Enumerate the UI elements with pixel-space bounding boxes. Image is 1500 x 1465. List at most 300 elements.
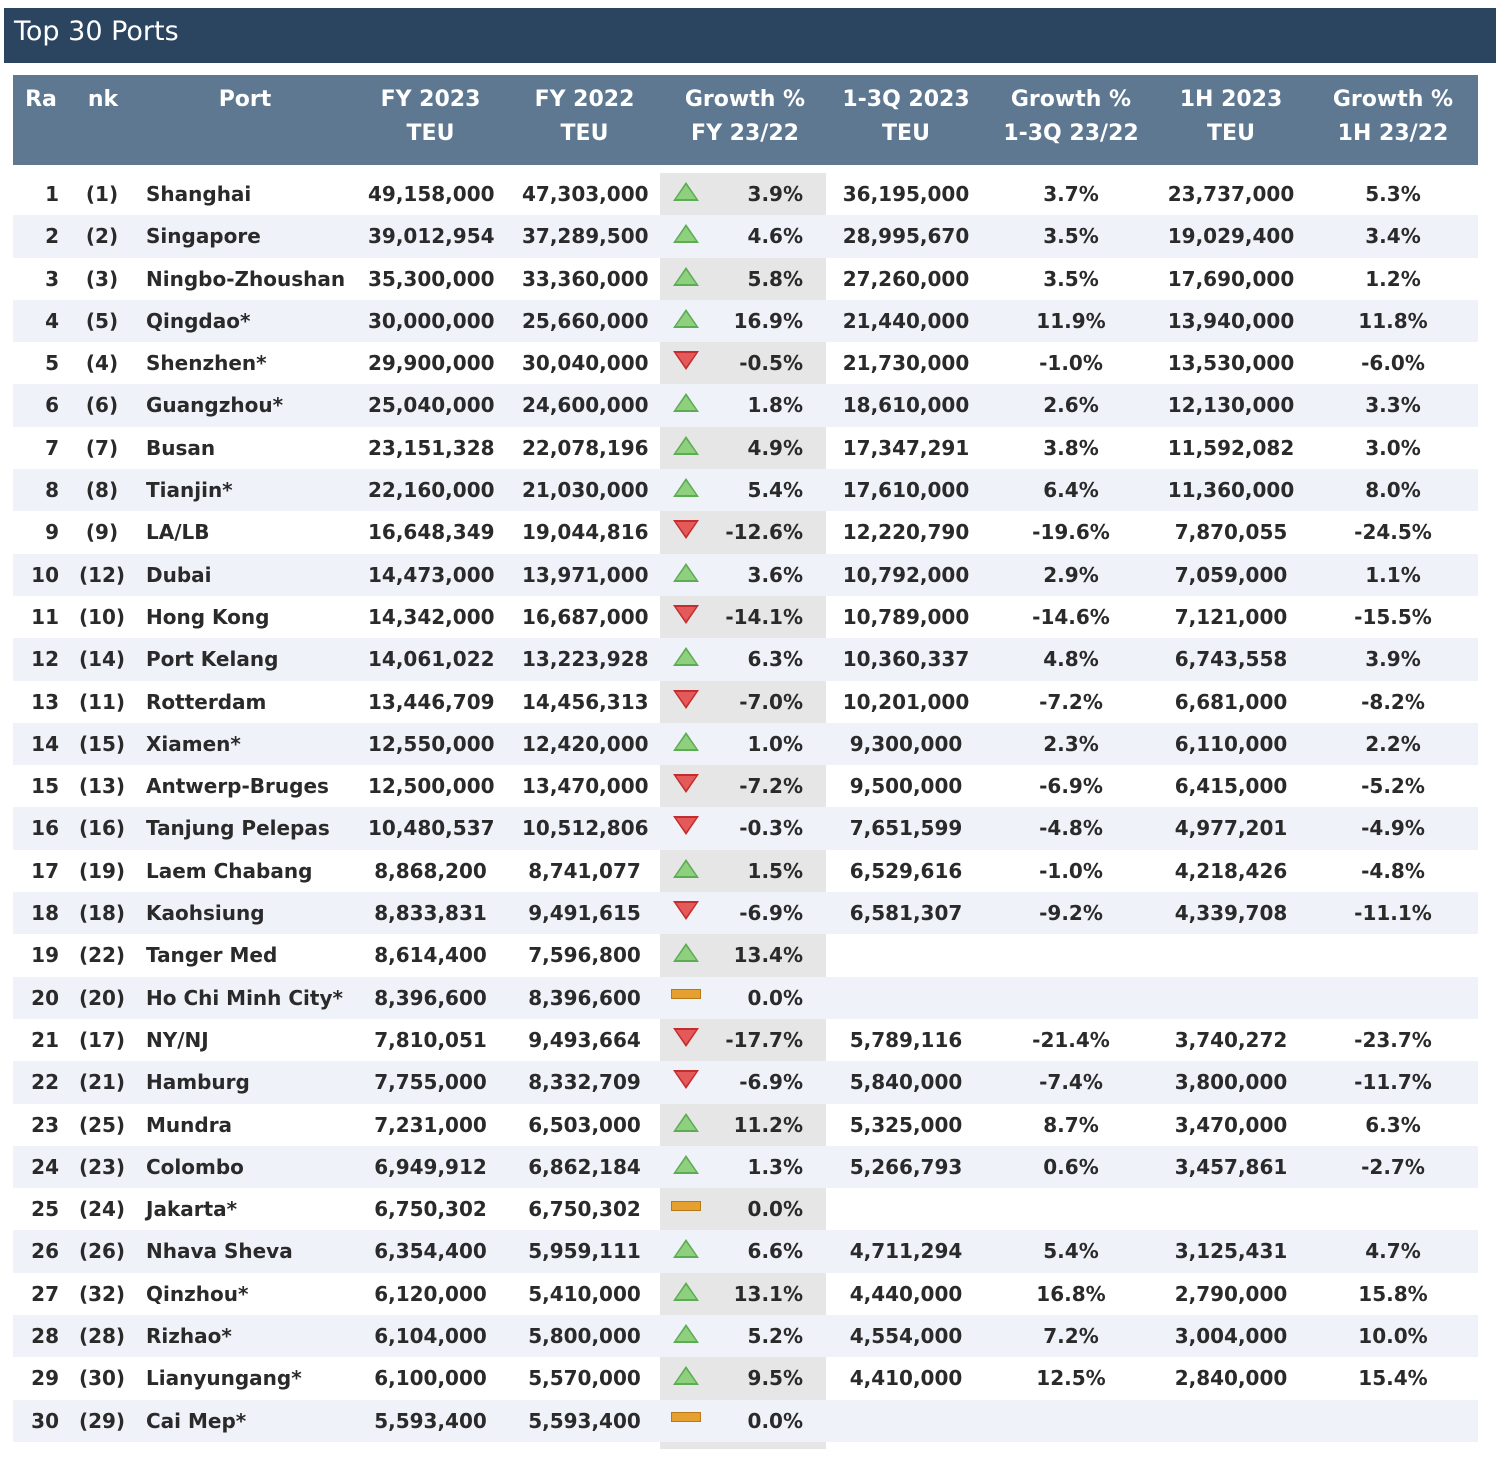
growth-q-cell: -21.4% <box>1032 1027 1110 1052</box>
port-name-cell: Shanghai <box>146 182 252 206</box>
growth-q-cell: 7.2% <box>1043 1324 1099 1349</box>
fy2023-teu-cell: 6,750,302 <box>374 1197 487 1222</box>
port-name-cell: Colombo <box>146 1154 244 1179</box>
growth-q-cell: 3.7% <box>1043 182 1099 206</box>
fy2022-teu-cell: 6,750,302 <box>528 1197 641 1222</box>
table-row <box>13 723 1478 765</box>
growth-q-cell: 11.9% <box>1036 308 1106 333</box>
h2023-teu-cell: 6,743,558 <box>1174 647 1288 672</box>
fy2023-teu-cell: 35,300,000 <box>368 266 495 291</box>
previous-rank-cell: (30) <box>78 1366 126 1391</box>
fy2023-teu-cell: 22,160,000 <box>368 478 495 503</box>
fy2022-teu-cell: 30,040,000 <box>522 351 649 376</box>
fy2023-teu-cell: 25,040,000 <box>368 393 495 418</box>
fy2023-teu-cell: 6,100,000 <box>374 1366 487 1391</box>
table-row <box>13 554 1478 596</box>
triangle-down-icon <box>669 1019 703 1061</box>
q2023-teu-cell: 21,730,000 <box>842 351 970 376</box>
q2023-teu-cell: 10,201,000 <box>842 689 970 714</box>
triangle-down-icon <box>669 596 703 638</box>
table-row <box>13 1019 1478 1061</box>
fy2023-teu-cell: 5,593,400 <box>374 1408 487 1433</box>
rank-cell: 10 <box>31 562 59 587</box>
port-name-cell: Nhava Sheva <box>146 1239 293 1264</box>
growth-fy-cell: 5.4% <box>747 478 803 503</box>
fy2022-teu-cell: 33,360,000 <box>522 266 649 291</box>
growth-fy-cell: -17.7% <box>725 1027 803 1052</box>
previous-rank-cell: (9) <box>85 520 119 545</box>
table-row <box>13 511 1478 553</box>
growth-fy-cell: 3.6% <box>747 562 803 587</box>
fy2022-teu-cell: 10,512,806 <box>522 816 649 841</box>
growth-fy-cell: 1.0% <box>747 731 803 756</box>
fy2023-teu-cell: 8,614,400 <box>374 943 487 968</box>
header-rank-b <box>81 83 125 117</box>
previous-rank-cell: (26) <box>78 1239 126 1264</box>
table-row <box>13 1104 1478 1146</box>
rank-cell: 24 <box>31 1154 59 1179</box>
growth-q-cell: -1.0% <box>1039 351 1103 376</box>
triangle-down-icon <box>669 342 703 384</box>
header-line: Growth % <box>1332 87 1454 112</box>
table-row <box>13 1315 1478 1357</box>
growth-q-cell: 3.5% <box>1043 266 1099 291</box>
growth-h-cell: -8.2% <box>1361 689 1425 714</box>
port-name-cell: Port Kelang <box>146 647 279 672</box>
fy2022-teu-cell: 6,862,184 <box>528 1154 641 1179</box>
port-name-cell: LA/LB <box>146 520 210 545</box>
q2023-teu-cell: 9,500,000 <box>849 774 963 799</box>
previous-rank-cell: (10) <box>78 604 126 629</box>
triangle-up-icon <box>669 258 703 300</box>
header-line: Ra <box>25 87 57 112</box>
growth-fy-cell: 9.5% <box>747 1366 803 1391</box>
port-name-cell: Singapore <box>146 224 261 249</box>
rank-cell: 19 <box>31 943 59 968</box>
growth-fy-cell: 13.4% <box>733 943 803 968</box>
port-name-cell: Hong Kong <box>146 604 270 629</box>
triangle-up-icon <box>669 1230 703 1272</box>
growth-h-cell: -23.7% <box>1354 1027 1432 1052</box>
triangle-up-icon <box>669 1146 703 1188</box>
q2023-teu-cell: 27,260,000 <box>842 266 970 291</box>
growth-h-cell: -24.5% <box>1354 520 1432 545</box>
fy2022-teu-cell: 12,420,000 <box>522 731 649 756</box>
h2023-teu-cell: 6,681,000 <box>1174 689 1288 714</box>
table-row <box>13 469 1478 511</box>
growth-fy-cell: -14.1% <box>725 604 803 629</box>
growth-h-cell: 15.4% <box>1358 1366 1428 1391</box>
rank-cell: 18 <box>31 901 59 926</box>
previous-rank-cell: (3) <box>85 266 119 291</box>
page-title: Top 30 Ports <box>4 8 1496 63</box>
h2023-teu-cell: 3,457,861 <box>1174 1154 1288 1179</box>
dash-icon <box>669 1188 703 1230</box>
h2023-teu-cell: 3,740,272 <box>1174 1027 1288 1052</box>
port-name-cell: Hamburg <box>146 1070 250 1095</box>
fy2023-teu-cell: 49,158,000 <box>368 182 495 206</box>
rank-cell: 26 <box>31 1239 59 1264</box>
growth-h-cell: -6.0% <box>1361 351 1425 376</box>
growth-fy-cell: 1.8% <box>747 393 803 418</box>
fy2022-teu-cell: 19,044,816 <box>522 520 649 545</box>
growth-q-cell: 0.6% <box>1043 1154 1099 1179</box>
triangle-up-icon <box>669 384 703 426</box>
q2023-teu-cell: 17,347,291 <box>842 435 970 460</box>
previous-rank-cell: (29) <box>78 1408 126 1433</box>
fy2023-teu-cell: 8,396,600 <box>374 985 487 1010</box>
port-name-cell: Tanjung Pelepas <box>146 816 330 841</box>
h2023-teu-cell: 6,110,000 <box>1174 731 1288 756</box>
port-name-cell: Qinzhou* <box>146 1281 249 1306</box>
table-row <box>13 934 1478 976</box>
previous-rank-cell: (5) <box>85 308 119 333</box>
growth-h-cell: 4.7% <box>1365 1239 1421 1264</box>
growth-h-cell: 5.3% <box>1365 182 1421 206</box>
rank-cell: 3 <box>45 266 59 291</box>
dash-icon <box>669 1400 703 1442</box>
fy2023-teu-cell: 14,061,022 <box>368 647 495 672</box>
ports-table <box>13 75 1478 1442</box>
growth-fy-cell: 1.5% <box>747 858 803 883</box>
growth-h-cell: 2.2% <box>1365 731 1421 756</box>
rank-cell: 6 <box>45 393 59 418</box>
growth-fy-cell: 5.2% <box>747 1324 803 1349</box>
triangle-up-icon <box>669 1315 703 1357</box>
previous-rank-cell: (20) <box>78 985 126 1010</box>
q2023-teu-cell: 4,410,000 <box>849 1366 963 1391</box>
q2023-teu-cell: 5,325,000 <box>849 1112 963 1137</box>
table-header <box>13 75 1478 165</box>
rank-cell: 27 <box>31 1281 59 1306</box>
table-row <box>13 1230 1478 1272</box>
growth-fy-cell: 3.9% <box>747 182 803 206</box>
fy2022-teu-cell: 47,303,000 <box>522 182 649 206</box>
triangle-up-icon <box>669 469 703 511</box>
rank-cell: 21 <box>31 1027 59 1052</box>
growth-h-cell: -11.1% <box>1354 901 1432 926</box>
triangle-up-icon <box>669 723 703 765</box>
rank-cell: 5 <box>45 351 59 376</box>
growth-h-cell: 10.0% <box>1358 1324 1428 1349</box>
triangle-down-icon <box>669 807 703 849</box>
rank-cell: 23 <box>31 1112 59 1137</box>
port-name-cell: Tianjin* <box>146 478 233 503</box>
port-name-cell: Dubai <box>146 562 212 587</box>
previous-rank-cell: (18) <box>78 901 126 926</box>
previous-rank-cell: (12) <box>78 562 126 587</box>
port-name-cell: Kaohsiung <box>146 901 265 926</box>
growth-q-cell: 2.9% <box>1043 562 1099 587</box>
fy2022-teu-cell: 21,030,000 <box>522 478 649 503</box>
previous-rank-cell: (16) <box>78 816 126 841</box>
port-name-cell: Shenzhen* <box>146 351 267 376</box>
growth-h-cell: -5.2% <box>1361 774 1425 799</box>
previous-rank-cell: (23) <box>78 1154 126 1179</box>
fy2023-teu-cell: 14,473,000 <box>368 562 495 587</box>
previous-rank-cell: (19) <box>78 858 126 883</box>
h2023-teu-cell: 17,690,000 <box>1167 266 1295 291</box>
table-row <box>13 1188 1478 1230</box>
table-row <box>13 427 1478 469</box>
header-line: Growth % <box>684 87 806 112</box>
table-row <box>13 1400 1478 1442</box>
table-row <box>13 892 1478 934</box>
triangle-up-icon <box>669 934 703 976</box>
fy2022-teu-cell: 8,332,709 <box>528 1070 641 1095</box>
table-row <box>13 258 1478 300</box>
growth-q-cell: -7.4% <box>1039 1070 1103 1095</box>
port-name-cell: Tanger Med <box>146 943 278 968</box>
h2023-teu-cell: 3,800,000 <box>1174 1070 1288 1095</box>
rank-cell: 11 <box>31 604 59 629</box>
table-row <box>13 850 1478 892</box>
triangle-down-icon <box>669 511 703 553</box>
port-name-cell: Rotterdam <box>146 689 267 714</box>
growth-q-cell: 3.5% <box>1043 224 1099 249</box>
growth-fy-cell: 11.2% <box>733 1112 803 1137</box>
growth-fy-cell: -7.2% <box>739 774 803 799</box>
port-name-cell: NY/NJ <box>146 1027 209 1052</box>
h2023-teu-cell: 3,470,000 <box>1174 1112 1288 1137</box>
triangle-up-icon <box>669 554 703 596</box>
growth-q-cell: 16.8% <box>1036 1281 1106 1306</box>
previous-rank-cell: (32) <box>78 1281 126 1306</box>
rank-cell: 8 <box>45 478 59 503</box>
growth-h-cell: 3.3% <box>1365 393 1421 418</box>
h2023-teu-cell: 3,004,000 <box>1174 1324 1288 1349</box>
growth-q-cell: -1.0% <box>1039 858 1103 883</box>
growth-fy-cell: 13.1% <box>733 1281 803 1306</box>
header-line: TEU <box>1207 121 1255 146</box>
growth-fy-cell: 0.0% <box>747 1197 803 1222</box>
header-line: 1H 2023 <box>1179 87 1283 112</box>
growth-fy-cell: 6.6% <box>747 1239 803 1264</box>
previous-rank-cell: (17) <box>78 1027 126 1052</box>
previous-rank-cell: (2) <box>85 224 119 249</box>
rank-cell: 16 <box>31 816 59 841</box>
fy2022-teu-cell: 8,741,077 <box>528 858 641 883</box>
header-port <box>203 83 287 117</box>
rank-cell: 4 <box>45 308 59 333</box>
growth-q-cell: 8.7% <box>1043 1112 1099 1137</box>
fy2023-teu-cell: 23,151,328 <box>368 435 495 460</box>
h2023-teu-cell: 7,059,000 <box>1174 562 1288 587</box>
previous-rank-cell: (28) <box>78 1324 126 1349</box>
q2023-teu-cell: 6,529,616 <box>849 858 963 883</box>
fy2023-teu-cell: 29,900,000 <box>368 351 495 376</box>
fy2022-teu-cell: 9,491,615 <box>528 901 641 926</box>
table-row <box>13 342 1478 384</box>
fy2022-teu-cell: 24,600,000 <box>522 393 649 418</box>
growth-fy-cell: 6.3% <box>747 647 803 672</box>
growth-q-cell: -6.9% <box>1039 774 1103 799</box>
fy2022-teu-cell: 14,456,313 <box>522 689 649 714</box>
growth-h-cell: 8.0% <box>1365 478 1421 503</box>
h2023-teu-cell: 11,592,082 <box>1167 435 1295 460</box>
q2023-teu-cell: 10,360,337 <box>842 647 970 672</box>
fy2023-teu-cell: 7,810,051 <box>374 1027 487 1052</box>
table-body <box>13 173 1478 1442</box>
growth-h-cell: -4.8% <box>1361 858 1425 883</box>
h2023-teu-cell: 4,218,426 <box>1174 858 1288 883</box>
header-line: TEU <box>560 121 609 146</box>
h2023-teu-cell: 2,790,000 <box>1174 1281 1288 1306</box>
fy2023-teu-cell: 10,480,537 <box>368 816 495 841</box>
fy2022-teu-cell: 7,596,800 <box>528 943 641 968</box>
h2023-teu-cell: 2,840,000 <box>1174 1366 1288 1391</box>
rank-cell: 20 <box>31 985 59 1010</box>
growth-h-cell: 3.4% <box>1365 224 1421 249</box>
fy2022-teu-cell: 5,593,400 <box>528 1408 641 1433</box>
previous-rank-cell: (6) <box>85 393 119 418</box>
header-line: TEU <box>406 121 455 146</box>
header-fy22 <box>522 83 647 151</box>
table-row <box>13 807 1478 849</box>
fy2022-teu-cell: 25,660,000 <box>522 308 649 333</box>
fy2022-teu-cell: 8,396,600 <box>528 985 641 1010</box>
q2023-teu-cell: 5,789,116 <box>849 1027 963 1052</box>
fy2023-teu-cell: 16,648,349 <box>368 520 495 545</box>
growth-fy-cell: -7.0% <box>739 689 803 714</box>
q2023-teu-cell: 12,220,790 <box>842 520 970 545</box>
h2023-teu-cell: 11,360,000 <box>1167 478 1295 503</box>
h2023-teu-cell: 23,737,000 <box>1167 182 1295 206</box>
h2023-teu-cell: 7,121,000 <box>1174 604 1288 629</box>
rank-cell: 15 <box>31 774 59 799</box>
header-line: Growth % <box>1010 87 1132 112</box>
growth-h-cell: -2.7% <box>1361 1154 1425 1179</box>
growth-q-cell: 2.6% <box>1043 393 1099 418</box>
rank-cell: 25 <box>31 1197 59 1222</box>
table-row <box>13 977 1478 1019</box>
growth-h-cell: -4.9% <box>1361 816 1425 841</box>
table-row <box>13 1061 1478 1103</box>
fy2023-teu-cell: 12,550,000 <box>368 731 495 756</box>
table-row <box>13 1357 1478 1399</box>
q2023-teu-cell: 21,440,000 <box>842 308 970 333</box>
previous-rank-cell: (7) <box>85 435 119 460</box>
rank-cell: 28 <box>31 1324 59 1349</box>
fy2023-teu-cell: 39,012,954 <box>368 224 495 249</box>
h2023-teu-cell: 4,977,201 <box>1174 816 1288 841</box>
fy2022-teu-cell: 13,971,000 <box>522 562 649 587</box>
triangle-up-icon <box>669 850 703 892</box>
header-growth-q <box>991 83 1151 151</box>
previous-rank-cell: (15) <box>78 731 126 756</box>
growth-fy-cell: 5.8% <box>747 266 803 291</box>
growth-q-cell: -14.6% <box>1032 604 1110 629</box>
growth-h-cell: -11.7% <box>1354 1070 1432 1095</box>
q2023-teu-cell: 28,995,670 <box>842 224 970 249</box>
fy2023-teu-cell: 6,354,400 <box>374 1239 487 1264</box>
table-row <box>13 765 1478 807</box>
port-name-cell: Laem Chabang <box>146 858 313 883</box>
port-name-cell: Xiamen* <box>146 731 241 756</box>
h2023-teu-cell: 13,530,000 <box>1167 351 1295 376</box>
fy2022-teu-cell: 5,959,111 <box>528 1239 641 1264</box>
growth-q-cell: 2.3% <box>1043 731 1099 756</box>
header-rank-a <box>21 83 61 117</box>
table-row <box>13 1273 1478 1315</box>
growth-q-cell: -7.2% <box>1039 689 1103 714</box>
triangle-up-icon <box>669 1357 703 1399</box>
previous-rank-cell: (13) <box>78 774 126 799</box>
fy2022-teu-cell: 37,289,500 <box>522 224 649 249</box>
growth-q-cell: -4.8% <box>1039 816 1103 841</box>
fy2022-teu-cell: 22,078,196 <box>522 435 649 460</box>
table-row <box>13 300 1478 342</box>
growth-h-cell: 3.9% <box>1365 647 1421 672</box>
h2023-teu-cell: 13,940,000 <box>1167 308 1295 333</box>
fy2022-teu-cell: 9,493,664 <box>528 1027 641 1052</box>
previous-rank-cell: (21) <box>78 1070 126 1095</box>
triangle-up-icon <box>669 215 703 257</box>
port-name-cell: Antwerp-Bruges <box>146 774 329 799</box>
growth-h-cell: 1.1% <box>1365 562 1421 587</box>
q2023-teu-cell: 9,300,000 <box>849 731 963 756</box>
growth-fy-cell: -6.9% <box>739 901 803 926</box>
rank-cell: 7 <box>45 435 59 460</box>
growth-h-cell: 1.2% <box>1365 266 1421 291</box>
growth-fy-cell: 4.9% <box>747 435 803 460</box>
q2023-teu-cell: 4,554,000 <box>849 1324 963 1349</box>
fy2023-teu-cell: 6,120,000 <box>374 1281 487 1306</box>
previous-rank-cell: (22) <box>78 943 126 968</box>
rank-cell: 2 <box>45 224 59 249</box>
h2023-teu-cell: 6,415,000 <box>1174 774 1288 799</box>
port-name-cell: Rizhao* <box>146 1324 232 1349</box>
port-name-cell: Guangzhou* <box>146 393 284 418</box>
growth-h-cell: 3.0% <box>1365 435 1421 460</box>
previous-rank-cell: (8) <box>85 478 119 503</box>
header-line: 1H 23/22 <box>1337 121 1449 146</box>
table-row <box>13 638 1478 680</box>
header-line: nk <box>87 87 119 112</box>
fy2022-teu-cell: 13,223,928 <box>522 647 649 672</box>
triangle-up-icon <box>669 173 703 215</box>
growth-q-cell: 6.4% <box>1043 478 1099 503</box>
table-row <box>13 384 1478 426</box>
fy2023-teu-cell: 12,500,000 <box>368 774 495 799</box>
header-q23 <box>831 83 981 151</box>
growth-h-cell: 11.8% <box>1358 308 1428 333</box>
growth-fy-cell: -0.3% <box>739 816 803 841</box>
q2023-teu-cell: 10,789,000 <box>842 604 970 629</box>
header-line: FY 23/22 <box>691 121 799 146</box>
fy2023-teu-cell: 7,231,000 <box>374 1112 487 1137</box>
port-name-cell: Ho Chi Minh City* <box>146 985 343 1010</box>
table-row <box>13 173 1478 215</box>
q2023-teu-cell: 5,266,793 <box>849 1154 963 1179</box>
port-name-cell: Busan <box>146 435 216 460</box>
header-h23 <box>1161 83 1301 151</box>
q2023-teu-cell: 4,440,000 <box>849 1281 963 1306</box>
header-line: TEU <box>882 121 930 146</box>
rank-cell: 1 <box>45 182 59 206</box>
rank-cell: 17 <box>31 858 59 883</box>
header-line: 1-3Q 23/22 <box>1003 121 1139 146</box>
port-name-cell: Jakarta* <box>146 1197 238 1222</box>
growth-fy-cell: -6.9% <box>739 1070 803 1095</box>
growth-fy-cell: 0.0% <box>747 985 803 1010</box>
rank-cell: 13 <box>31 689 59 714</box>
table-row <box>13 681 1478 723</box>
table-row <box>13 1146 1478 1188</box>
header-line: Port <box>218 87 272 112</box>
previous-rank-cell: (1) <box>85 182 119 206</box>
fy2022-teu-cell: 5,410,000 <box>528 1281 641 1306</box>
